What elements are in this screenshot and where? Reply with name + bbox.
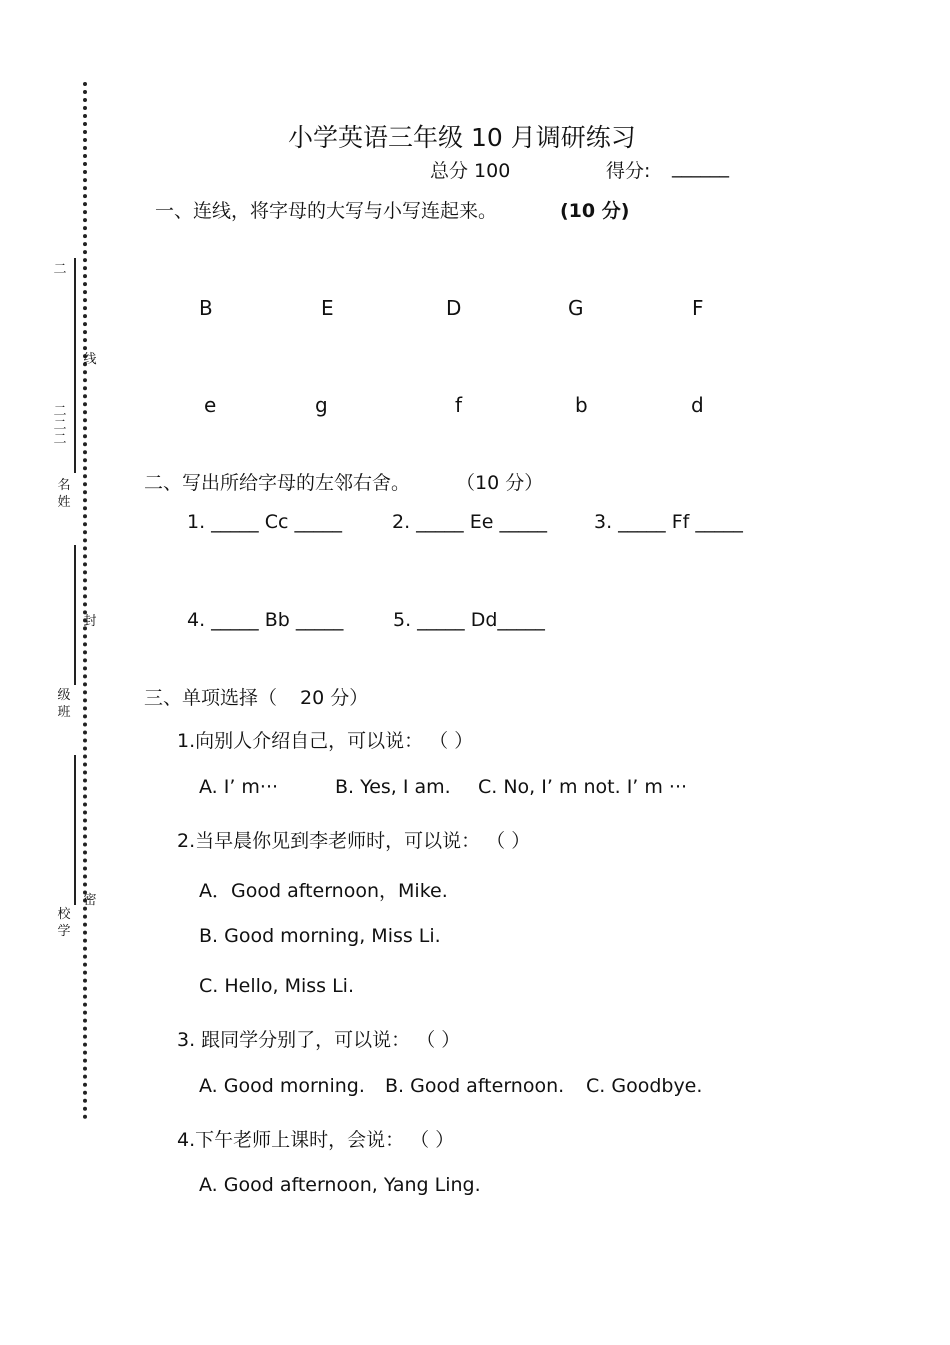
question-stem: 3. 跟同学分别了，可以说： （ ） bbox=[177, 1029, 461, 1051]
question-option: B. Good morning, Miss Li. bbox=[199, 925, 441, 947]
margin-mark-seal: 封 bbox=[83, 614, 97, 629]
question-option: C. Goodbye. bbox=[586, 1075, 703, 1097]
binding-dotted-line bbox=[83, 82, 87, 1120]
score-blank: ______ bbox=[672, 156, 729, 178]
margin-mark-secret: 密 bbox=[83, 893, 97, 908]
neighbor-item: 3. _____ Ff _____ bbox=[594, 511, 743, 533]
lowercase-letter: b bbox=[575, 393, 588, 417]
neighbor-item: 1. _____ Cc _____ bbox=[187, 511, 342, 533]
score-label: 得分: bbox=[606, 160, 651, 182]
question-option: C. No, I’ m not. I’ m ··· bbox=[478, 776, 688, 798]
margin-tick: 二 bbox=[53, 418, 67, 433]
question-stem: 1.向别人介绍自己，可以说： （ ） bbox=[177, 730, 474, 752]
school-label-char: 学 bbox=[57, 924, 71, 939]
neighbor-item: 4. _____ Bb _____ bbox=[187, 609, 344, 631]
question-option: B. Yes, I am. bbox=[335, 776, 451, 798]
lowercase-letter: d bbox=[691, 393, 704, 417]
section3-heading: 三、单项选择（ bbox=[144, 687, 278, 709]
total-score: 总分 100 bbox=[430, 160, 511, 182]
uppercase-letter: F bbox=[692, 296, 704, 320]
question-stem: 2.当早晨你见到李老师时，可以说： （ ） bbox=[177, 830, 531, 852]
margin-tick: 二 bbox=[53, 262, 67, 277]
question-option: A. I’ m··· bbox=[199, 776, 279, 798]
uppercase-letter: B bbox=[199, 296, 213, 320]
question-stem: 4.下午老师上课时，会说： （ ） bbox=[177, 1129, 455, 1151]
section2-points: （10 分） bbox=[456, 472, 544, 494]
section3-points: 20 分） bbox=[300, 687, 369, 709]
section1-points: (10 分) bbox=[560, 200, 630, 222]
binding-bar-lower bbox=[74, 755, 76, 905]
class-label-char: 级 bbox=[57, 688, 71, 703]
section2-heading: 二、写出所给字母的左邻右舍。 bbox=[144, 472, 411, 494]
name-label-char: 名 bbox=[57, 478, 71, 493]
section1-heading: 一、连线，将字母的大写与小写连起来。 bbox=[155, 200, 498, 222]
lowercase-letter: f bbox=[455, 393, 463, 417]
question-option: C. Hello, Miss Li. bbox=[199, 975, 354, 997]
school-label-char: 校 bbox=[57, 907, 71, 922]
uppercase-letter: G bbox=[568, 296, 584, 320]
margin-mark-line: 线 bbox=[83, 352, 97, 367]
name-label-char: 姓 bbox=[57, 495, 71, 510]
page-title: 小学英语三年级 10 月调研练习 bbox=[288, 123, 636, 152]
binding-bar-upper bbox=[74, 258, 76, 473]
margin-tick: 二 bbox=[53, 432, 67, 447]
question-option: A. Good morning. bbox=[199, 1075, 365, 1097]
class-label-char: 班 bbox=[57, 705, 71, 720]
uppercase-letter: D bbox=[446, 296, 462, 320]
lowercase-letter: g bbox=[315, 393, 328, 417]
binding-bar-middle bbox=[74, 545, 76, 685]
question-option: A. Good afternoon, Yang Ling. bbox=[199, 1174, 481, 1196]
uppercase-letter: E bbox=[321, 296, 334, 320]
neighbor-item: 2. _____ Ee _____ bbox=[392, 511, 547, 533]
lowercase-letter: e bbox=[204, 393, 217, 417]
neighbor-item: 5. _____ Dd_____ bbox=[393, 609, 545, 631]
question-option: B. Good afternoon. bbox=[385, 1075, 565, 1097]
question-option: A．Good afternoon，Mike. bbox=[199, 880, 448, 902]
margin-tick: 二 bbox=[53, 404, 67, 419]
